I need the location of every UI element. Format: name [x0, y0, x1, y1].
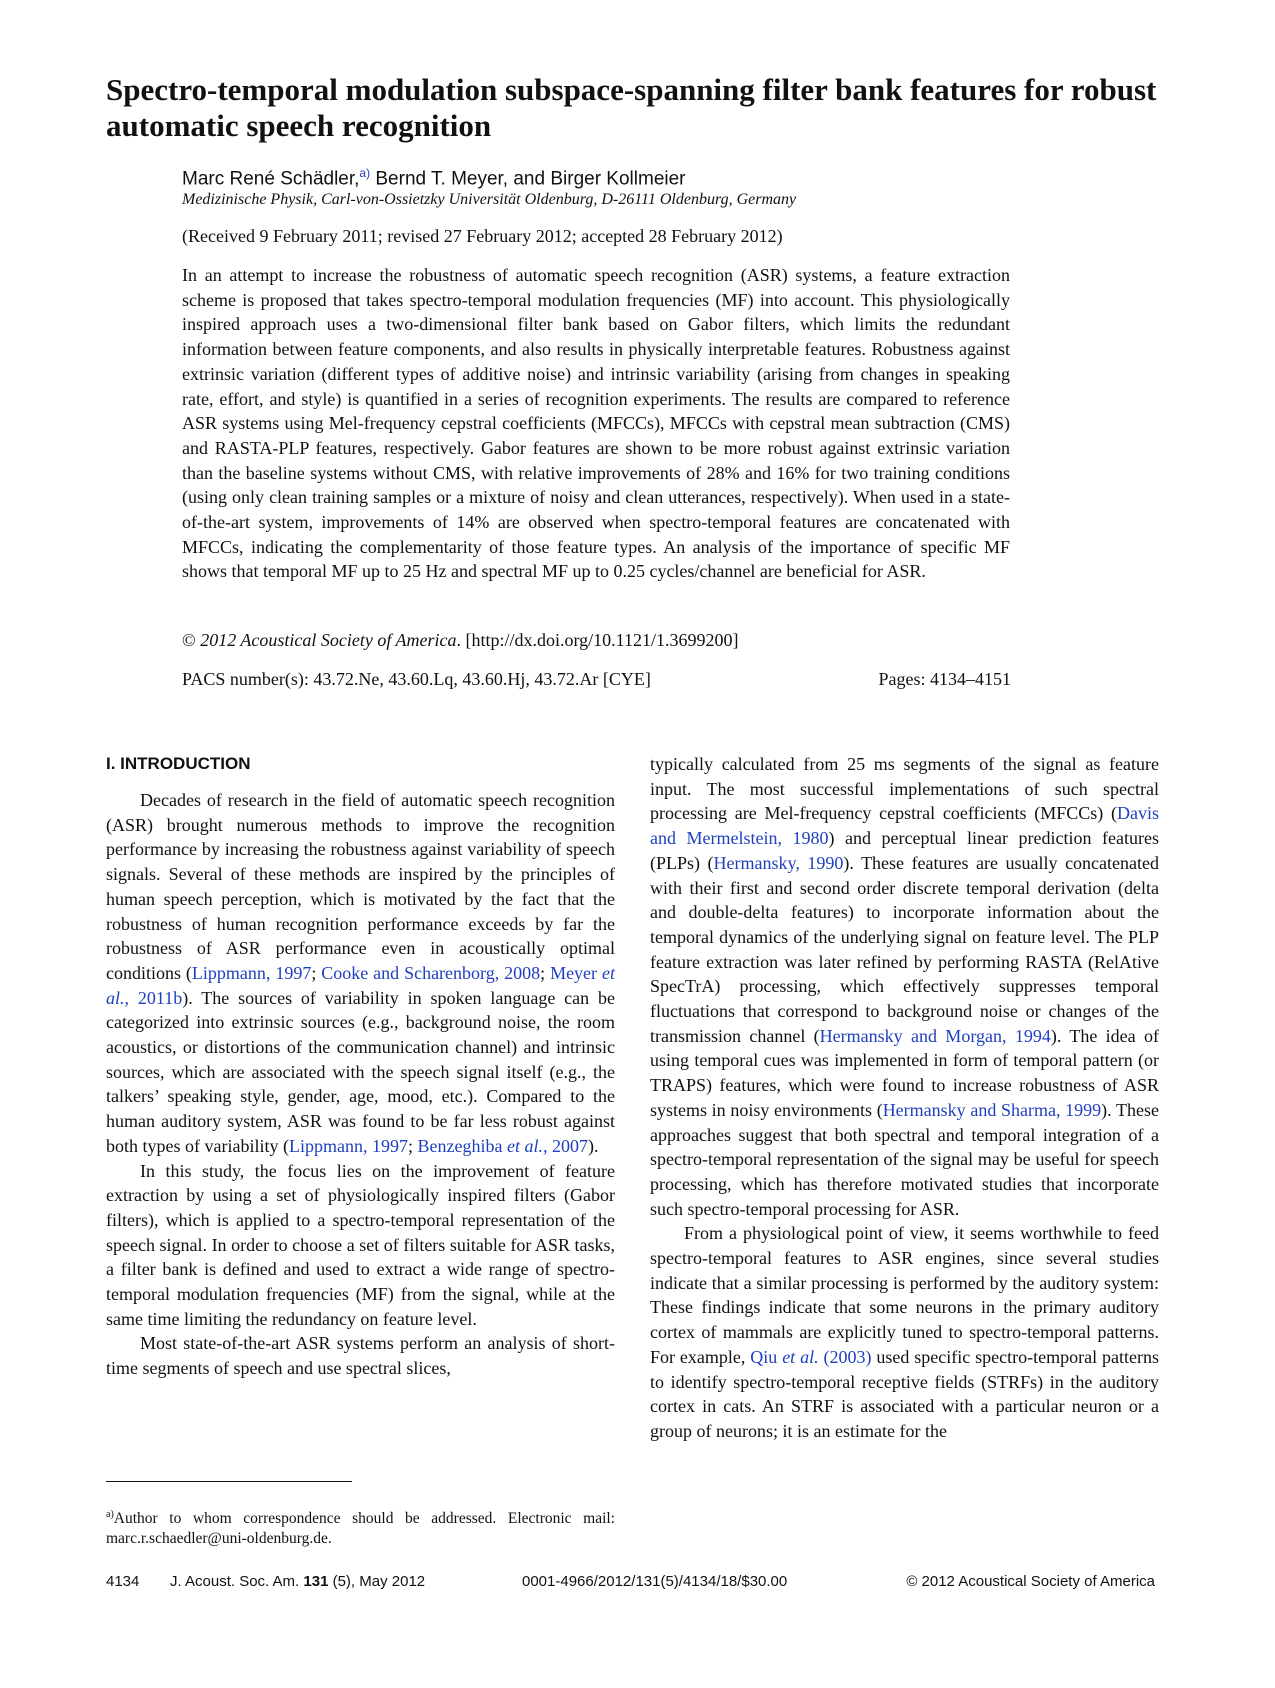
paragraph-text: ). These features are usually concatenated with their first and second order discrete temporal derivation (delta and double-delta features) to incorporate information about the temporal dynamics of the underlying signal on feature level. The PLP feature extraction was later refined by performing RASTA (RelAtive SpecTrA) processing, which effectively suppresses temporal fluctuations that correspond to background noise or changes of the transmission channel ( [650, 852, 1160, 1046]
paragraph-text: typically calculated from 25 ms segments of the signal as feature input. The most successful implementations of such spectral processing are Mel-frequency cepstral coefficients (MFCCs) ( [650, 754, 1159, 824]
authors-first: Marc René Schädler, [182, 168, 360, 190]
citation-year: 2007 [547, 1135, 588, 1156]
citation-link[interactable]: Hermansky and Sharma, 1999 [882, 1099, 1102, 1120]
paragraph-text: ). The sources of variability in spoken language can be categorized into extrinsic sources (e.g., background noise, the room acoustics, or distortions of the communication channel) and intrinsic sources, which are associated with the speech signal itself (e.g., the talkers’ speaking style, gender, age, mood, etc.). Compared to the human auditory system, ASR was found to be far less robust against both types of variability ( [106, 987, 615, 1156]
citation-link[interactable] [417, 1136, 587, 1156]
intro-paragraph-2: In this study, the focus lies on the improvement of feature extraction by using a set of physiologically inspired filters (Gabor filters), which is applied to a spectro-temporal representation of the speech signal. In order to choose a set of filters suitable for ASR tasks, a filter bank is defined and used to extract a wide range of spectro-temporal modulation frequencies (MF) from the signal, while at the same time limiting the redundancy on feature level. [106, 1160, 615, 1329]
copyright-holder: 2012 Acoustical Society of America [200, 630, 457, 650]
footnote [106, 1505, 615, 1549]
left-column [106, 788, 615, 1381]
affiliation: Medizinische Physik, Carl-von-Ossietzky Universität Oldenburg, D-26111 Oldenburg, Germany [182, 191, 797, 208]
abstract-copyright [182, 630, 738, 651]
received-dates: (Received 9 February 2011; revised 27 February 2012; accepted 28 February 2012) [182, 226, 783, 246]
intro-paragraph-3: Most state-of-the-art ASR systems perform an analysis of short-time segments of speech and use spectral slices, [106, 1333, 615, 1379]
section-heading-introduction: I. INTRODUCTION [106, 754, 251, 773]
paragraph-text: ). The idea of using temporal cues was implemented in form of temporal pattern (or TRAPS) features, which were found to increase robustness of ASR systems in noisy environments ( [650, 1025, 1159, 1120]
footer-article-code: 0001-4966/2012/131(5)/4134/18/$30.00 [522, 1573, 788, 1590]
paragraph-text: ). [587, 1135, 599, 1156]
footer-journal-name: J. Acoust. Soc. Am. [170, 1573, 304, 1590]
citation-separator: ; [407, 1135, 418, 1156]
intro-paragraph-4 [650, 1221, 1159, 1443]
paragraph-text: used specific spectro-temporal patterns to identify spectro-temporal receptive fields (STRFs) in the auditory cortex in cats. An STRF is associated with a particular neuron or a group of neurons; it is an estimate for the [650, 1346, 1160, 1441]
footnote-text: Author to whom correspondence should be addressed. Electronic mail: marc.r.schaedler@uni-oldenburg.de. [106, 1510, 615, 1548]
paragraph-text: ). These approaches suggest that both spectral and temporal integration of a spectro-temporal representation of the signal may be useful for speech processing, which has therefore motivated studies that incorporate such spectro-temporal processing for ASR. [650, 1099, 1159, 1219]
copyright-symbol: © [182, 630, 201, 650]
author-list [182, 166, 686, 190]
citation-author: Meyer [550, 962, 602, 983]
paragraph-text: Decades of research in the field of automatic speech recognition (ASR) brought numerous methods to improve the recognition performance by increasing the robustness against variability of speech signals. Several of these methods are inspired by the principles of human speech perception, which is motivated by the fact that the robustness of human recognition performance exceeds by far the robustness of ASR performance even in acoustically optimal conditions ( [106, 790, 615, 983]
citation-separator: ; [540, 962, 551, 983]
paragraph-text: From a physiological point of view, it seems worthwhile to feed spectro-temporal features to ASR engines, since several studies indicate that a similar processing is performed by the auditory system: These findings indicate that some neurons in the primary auditory cortex of mammals are explicitly tuned to spectro-temporal patterns. For example, [650, 1223, 1159, 1367]
citation-year: (2003) [818, 1346, 872, 1367]
right-column [650, 752, 1159, 1444]
footer-journal-volume: 131 [303, 1573, 329, 1590]
citation-author: Qiu [750, 1346, 783, 1367]
page-range: Pages: 4134–4151 [878, 669, 1011, 689]
citation-link[interactable]: Davis and Mermelstein, 1980 [650, 803, 1159, 849]
citation-etal: et al. [782, 1346, 819, 1367]
citation-etal: et al., [106, 962, 615, 1008]
doi-link[interactable]: . [http://dx.doi.org/10.1121/1.3699200] [456, 630, 739, 650]
pacs-numbers: PACS number(s): 43.72.Ne, 43.60.Lq, 43.60.Hj, 43.72.Ar [CYE] [182, 669, 651, 689]
authors-rest: Bernd T. Meyer, and Birger Kollmeier [370, 168, 686, 190]
author-footnote-mark[interactable]: a) [359, 166, 371, 180]
citation-link[interactable]: Hermansky, 1990 [713, 852, 844, 873]
citation-link[interactable] [750, 1347, 871, 1367]
footer-journal [170, 1573, 425, 1590]
paper-title: Spectro-temporal modulation subspace-spanning filter bank features for robust automatic speech recognition [106, 72, 1157, 143]
citation-separator: ; [311, 962, 322, 983]
footnote-mark: a) [106, 1509, 114, 1520]
footnote-divider [106, 1481, 352, 1482]
intro-paragraph-continued [650, 752, 1159, 1221]
citation-year: 2011b [129, 987, 183, 1008]
paragraph-text: ) and perceptual linear prediction features (PLPs) ( [650, 828, 1159, 873]
intro-paragraph-1 [106, 788, 615, 1159]
footer-journal-issue: (5), May 2012 [328, 1573, 426, 1590]
citation-link[interactable]: Lippmann, 1997 [288, 1135, 408, 1156]
citation-etal: et al., [506, 1135, 548, 1156]
citation-link[interactable]: Cooke and Scharenborg, 2008 [321, 962, 541, 983]
citation-link[interactable]: Lippmann, 1997 [191, 962, 312, 983]
footer-copyright: © 2012 Acoustical Society of America [906, 1573, 1155, 1590]
abstract: In an attempt to increase the robustness of automatic speech recognition (ASR) systems, a feature extraction scheme is proposed that takes spectro-temporal modulation frequencies (MF) into account. This physiologically inspired approach uses a two-dimensional filter bank based on Gabor filters, which limits the redundant information between feature components, and also results in physically interpretable features. Robustness against extrinsic variation (different types of additive noise) and intrinsic variability (arising from changes in speaking rate, effort, and style) is quantified in a series of recognition experiments. The results are compared to reference ASR systems using Mel-frequency cepstral coefficients (MFCCs), MFCCs with cepstral mean subtraction (CMS) and RASTA-PLP features, respectively. Gabor features are shown to be more robust against extrinsic variation than the baseline systems without CMS, with relative improvements of 28% and 16% for two training conditions (using only clean training samples or a mixture of noisy and clean utterances, respectively). When used in a state-of-the-art system, improvements of 14% are observed when spectro-temporal features are concatenated with MFCCs, indicating the complementarity of those feature types. An analysis of the importance of specific MF shows that temporal MF up to 25 Hz and spectral MF up to 0.25 cycles/channel are beneficial for ASR. [182, 265, 1010, 582]
citation-link[interactable]: Hermansky and Morgan, 1994 [819, 1025, 1051, 1046]
footer-page-number: 4134 [106, 1573, 140, 1590]
citation-author: Benzeghiba [417, 1135, 507, 1156]
